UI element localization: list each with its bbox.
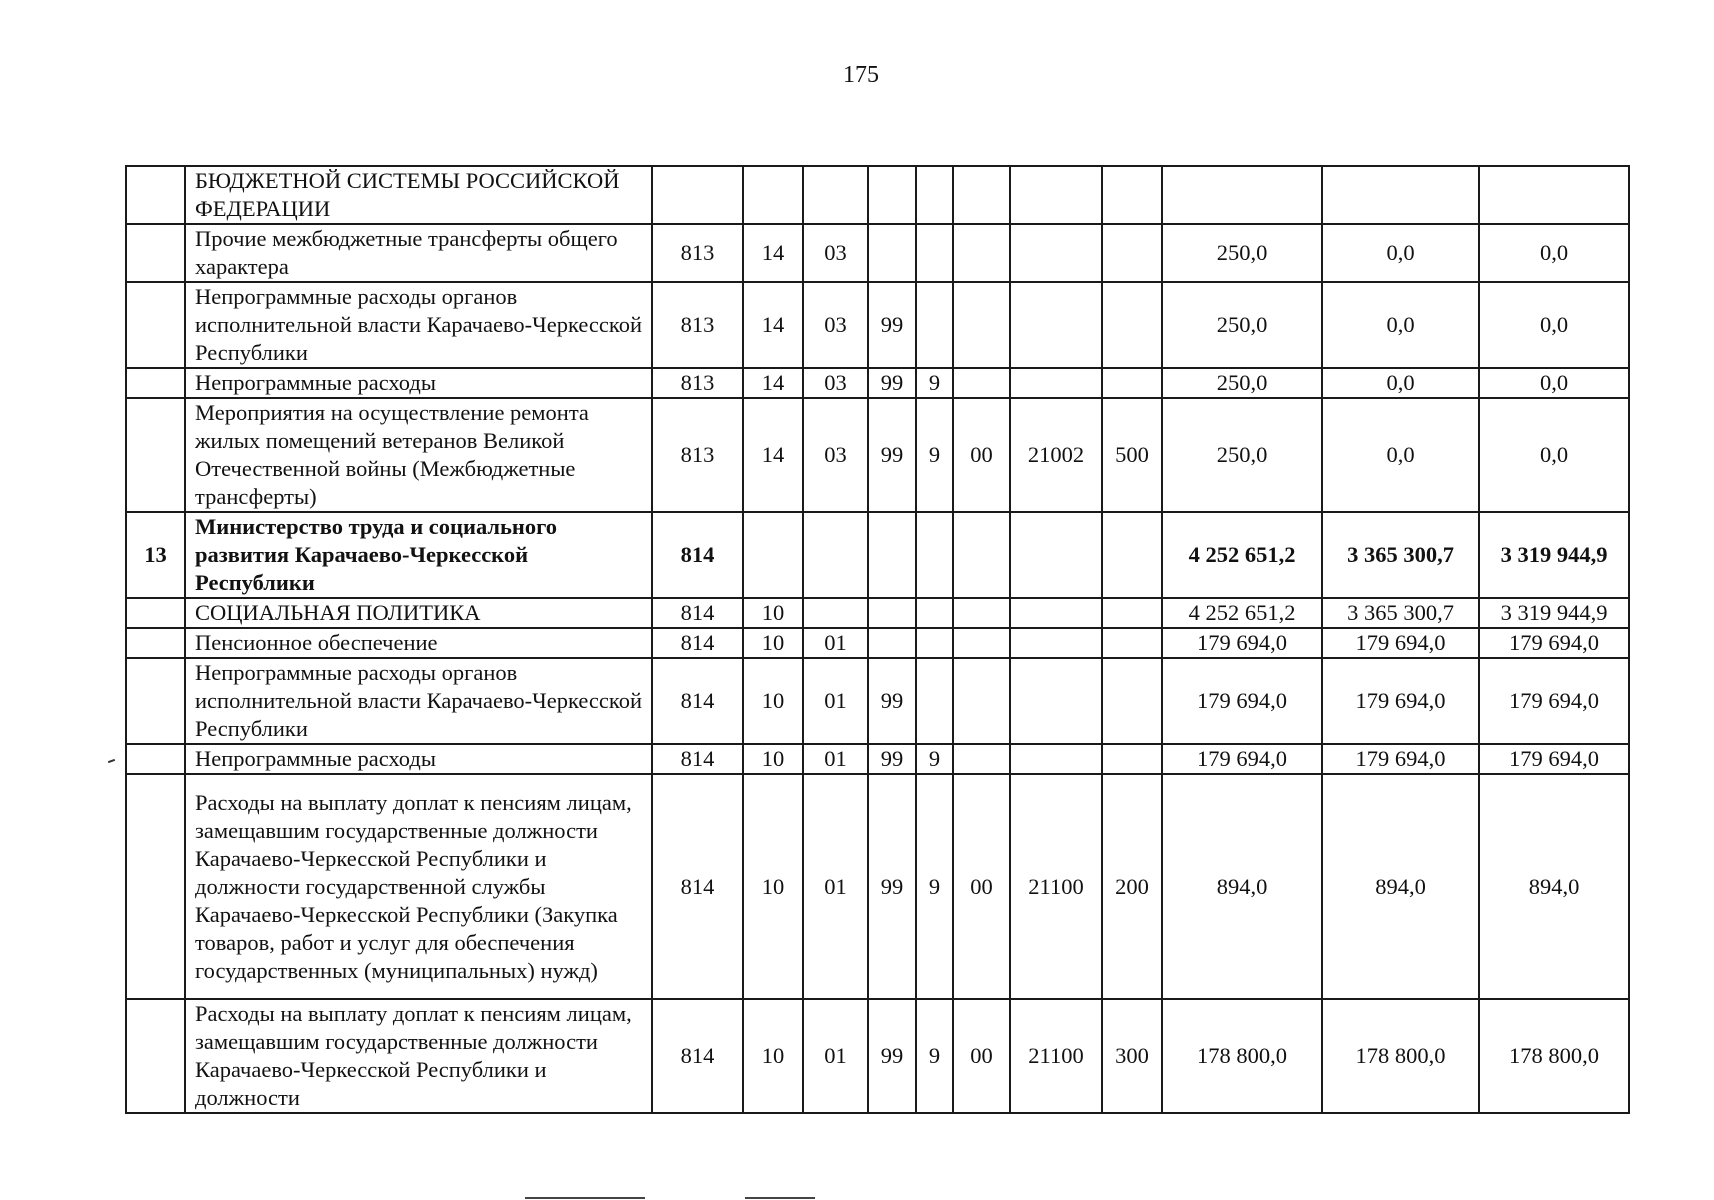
row-name: Непрограммные расходы органов исполнительной власти Карачаево-Черкесской Республики <box>185 658 652 744</box>
code-section: 10 <box>743 658 803 744</box>
code-section: 14 <box>743 398 803 512</box>
table-row <box>126 368 1629 398</box>
code-section: 14 <box>743 282 803 368</box>
code-ministry: 814 <box>652 628 743 658</box>
amount-year-2: 0,0 <box>1322 368 1479 398</box>
amount-year-2 <box>1322 166 1479 224</box>
code-main-event <box>953 368 1010 398</box>
amount-year-1: 179 694,0 <box>1162 744 1322 774</box>
row-name: Министерство труда и социального развития Карачаево-Черкесской Республики <box>185 512 652 598</box>
code-expense-type: 500 <box>1102 398 1162 512</box>
code-expense-type <box>1102 628 1162 658</box>
code-direction <box>1010 368 1102 398</box>
amount-year-1: 250,0 <box>1162 368 1322 398</box>
row-name: Мероприятия на осуществление ремонта жилых помещений ветеранов Великой Отечественной войны (Межбюджетные трансферты) <box>185 398 652 512</box>
row-name: Прочие межбюджетные трансферты общего характера <box>185 224 652 282</box>
code-subprogram <box>916 598 953 628</box>
code-main-event <box>953 282 1010 368</box>
amount-year-3: 0,0 <box>1479 224 1629 282</box>
amount-year-2: 0,0 <box>1322 398 1479 512</box>
code-program: 99 <box>868 744 916 774</box>
row-number <box>126 166 185 224</box>
code-subprogram: 9 <box>916 744 953 774</box>
row-number: 13 <box>126 512 185 598</box>
row-number <box>126 282 185 368</box>
code-section <box>743 512 803 598</box>
code-main-event <box>953 658 1010 744</box>
code-program: 99 <box>868 368 916 398</box>
code-expense-type <box>1102 166 1162 224</box>
code-expense-type <box>1102 282 1162 368</box>
code-direction <box>1010 658 1102 744</box>
code-ministry: 814 <box>652 744 743 774</box>
amount-year-2: 0,0 <box>1322 224 1479 282</box>
code-main-event <box>953 628 1010 658</box>
amount-year-3: 3 319 944,9 <box>1479 512 1629 598</box>
row-name: Непрограммные расходы <box>185 744 652 774</box>
row-number <box>126 224 185 282</box>
row-number <box>126 398 185 512</box>
code-subprogram <box>916 166 953 224</box>
code-main-event: 00 <box>953 774 1010 999</box>
table-row <box>126 512 1629 598</box>
amount-year-1: 250,0 <box>1162 398 1322 512</box>
scan-artifact-line <box>745 1197 815 1199</box>
row-number <box>126 628 185 658</box>
table-row <box>126 774 1629 999</box>
table-row <box>126 628 1629 658</box>
margin-mark <box>108 759 115 763</box>
code-ministry: 813 <box>652 282 743 368</box>
row-number <box>126 368 185 398</box>
amount-year-1: 4 252 651,2 <box>1162 598 1322 628</box>
table-row <box>126 282 1629 368</box>
code-main-event <box>953 512 1010 598</box>
amount-year-2: 179 694,0 <box>1322 744 1479 774</box>
code-subprogram <box>916 658 953 744</box>
code-main-event <box>953 598 1010 628</box>
code-expense-type <box>1102 598 1162 628</box>
code-main-event: 00 <box>953 398 1010 512</box>
table-row <box>126 598 1629 628</box>
budget-table <box>125 165 1630 1114</box>
code-program <box>868 224 916 282</box>
code-main-event: 00 <box>953 999 1010 1113</box>
amount-year-2: 894,0 <box>1322 774 1479 999</box>
code-subsection: 03 <box>803 282 868 368</box>
code-program: 99 <box>868 398 916 512</box>
amount-year-1: 178 800,0 <box>1162 999 1322 1113</box>
amount-year-1: 4 252 651,2 <box>1162 512 1322 598</box>
code-ministry: 814 <box>652 512 743 598</box>
code-direction <box>1010 512 1102 598</box>
code-main-event <box>953 224 1010 282</box>
amount-year-3: 179 694,0 <box>1479 744 1629 774</box>
amount-year-3: 0,0 <box>1479 398 1629 512</box>
code-direction: 21100 <box>1010 999 1102 1113</box>
code-ministry: 813 <box>652 368 743 398</box>
code-subprogram <box>916 628 953 658</box>
code-ministry <box>652 166 743 224</box>
row-name: Расходы на выплату доплат к пенсиям лицам, замещавшим государственные должности Карачаево-Черкесской Республики и должности <box>185 999 652 1113</box>
code-ministry: 813 <box>652 398 743 512</box>
table-row <box>126 744 1629 774</box>
code-subsection <box>803 598 868 628</box>
scan-artifact-line <box>525 1197 645 1199</box>
code-program <box>868 166 916 224</box>
row-name: Пенсионное обеспечение <box>185 628 652 658</box>
code-expense-type <box>1102 368 1162 398</box>
code-subprogram <box>916 282 953 368</box>
code-program <box>868 598 916 628</box>
table-row <box>126 658 1629 744</box>
amount-year-2: 179 694,0 <box>1322 658 1479 744</box>
code-direction <box>1010 166 1102 224</box>
code-ministry: 814 <box>652 658 743 744</box>
amount-year-2: 3 365 300,7 <box>1322 598 1479 628</box>
code-main-event <box>953 166 1010 224</box>
code-subsection: 01 <box>803 744 868 774</box>
code-subsection: 01 <box>803 774 868 999</box>
code-section <box>743 166 803 224</box>
amount-year-3: 3 319 944,9 <box>1479 598 1629 628</box>
amount-year-3: 178 800,0 <box>1479 999 1629 1113</box>
row-name: Расходы на выплату доплат к пенсиям лицам, замещавшим государственные должности Карачаево-Черкесской Республики и должности государственной службы Карачаево-Черкесской Республики (Закупка товаров, работ и услуг для обеспечения государственных (муниципальных) нужд) <box>185 774 652 999</box>
code-program: 99 <box>868 774 916 999</box>
amount-year-2: 179 694,0 <box>1322 628 1479 658</box>
table-row <box>126 398 1629 512</box>
code-expense-type: 200 <box>1102 774 1162 999</box>
code-direction: 21100 <box>1010 774 1102 999</box>
code-ministry: 814 <box>652 774 743 999</box>
code-direction <box>1010 744 1102 774</box>
row-number <box>126 658 185 744</box>
code-subsection: 03 <box>803 368 868 398</box>
code-main-event <box>953 744 1010 774</box>
code-expense-type: 300 <box>1102 999 1162 1113</box>
amount-year-3: 179 694,0 <box>1479 628 1629 658</box>
code-expense-type <box>1102 744 1162 774</box>
row-number <box>126 999 185 1113</box>
code-program: 99 <box>868 999 916 1113</box>
table-row <box>126 166 1629 224</box>
code-direction <box>1010 224 1102 282</box>
code-program <box>868 512 916 598</box>
code-subsection: 01 <box>803 628 868 658</box>
amount-year-3: 0,0 <box>1479 282 1629 368</box>
row-name: БЮДЖЕТНОЙ СИСТЕМЫ РОССИЙСКОЙ ФЕДЕРАЦИИ <box>185 166 652 224</box>
code-section: 10 <box>743 628 803 658</box>
amount-year-3: 0,0 <box>1479 368 1629 398</box>
amount-year-2: 3 365 300,7 <box>1322 512 1479 598</box>
code-subsection: 03 <box>803 224 868 282</box>
code-section: 14 <box>743 224 803 282</box>
code-section: 10 <box>743 598 803 628</box>
amount-year-1 <box>1162 166 1322 224</box>
code-subprogram <box>916 224 953 282</box>
code-direction <box>1010 598 1102 628</box>
code-expense-type <box>1102 224 1162 282</box>
amount-year-2: 178 800,0 <box>1322 999 1479 1113</box>
amount-year-2: 0,0 <box>1322 282 1479 368</box>
amount-year-3: 894,0 <box>1479 774 1629 999</box>
code-subprogram: 9 <box>916 398 953 512</box>
amount-year-3 <box>1479 166 1629 224</box>
code-ministry: 813 <box>652 224 743 282</box>
row-number <box>126 744 185 774</box>
code-subsection: 01 <box>803 658 868 744</box>
amount-year-1: 250,0 <box>1162 282 1322 368</box>
code-program: 99 <box>868 658 916 744</box>
row-name: Непрограммные расходы <box>185 368 652 398</box>
code-direction <box>1010 628 1102 658</box>
code-section: 14 <box>743 368 803 398</box>
code-expense-type <box>1102 512 1162 598</box>
code-program: 99 <box>868 282 916 368</box>
code-subprogram: 9 <box>916 368 953 398</box>
page-number: 175 <box>843 62 879 88</box>
code-subsection <box>803 512 868 598</box>
amount-year-1: 179 694,0 <box>1162 658 1322 744</box>
row-name: СОЦИАЛЬНАЯ ПОЛИТИКА <box>185 598 652 628</box>
code-subsection: 03 <box>803 398 868 512</box>
row-name: Непрограммные расходы органов исполнительной власти Карачаево-Черкесской Республики <box>185 282 652 368</box>
code-ministry: 814 <box>652 598 743 628</box>
code-section: 10 <box>743 774 803 999</box>
code-section: 10 <box>743 999 803 1113</box>
row-number <box>126 598 185 628</box>
amount-year-3: 179 694,0 <box>1479 658 1629 744</box>
code-subsection: 01 <box>803 999 868 1113</box>
row-number <box>126 774 185 999</box>
table-row <box>126 224 1629 282</box>
code-subsection <box>803 166 868 224</box>
amount-year-1: 894,0 <box>1162 774 1322 999</box>
code-program <box>868 628 916 658</box>
code-subprogram: 9 <box>916 774 953 999</box>
code-ministry: 814 <box>652 999 743 1113</box>
code-direction <box>1010 282 1102 368</box>
code-subprogram: 9 <box>916 999 953 1113</box>
amount-year-1: 179 694,0 <box>1162 628 1322 658</box>
amount-year-1: 250,0 <box>1162 224 1322 282</box>
code-direction: 21002 <box>1010 398 1102 512</box>
code-expense-type <box>1102 658 1162 744</box>
code-subprogram <box>916 512 953 598</box>
code-section: 10 <box>743 744 803 774</box>
table-row <box>126 999 1629 1113</box>
